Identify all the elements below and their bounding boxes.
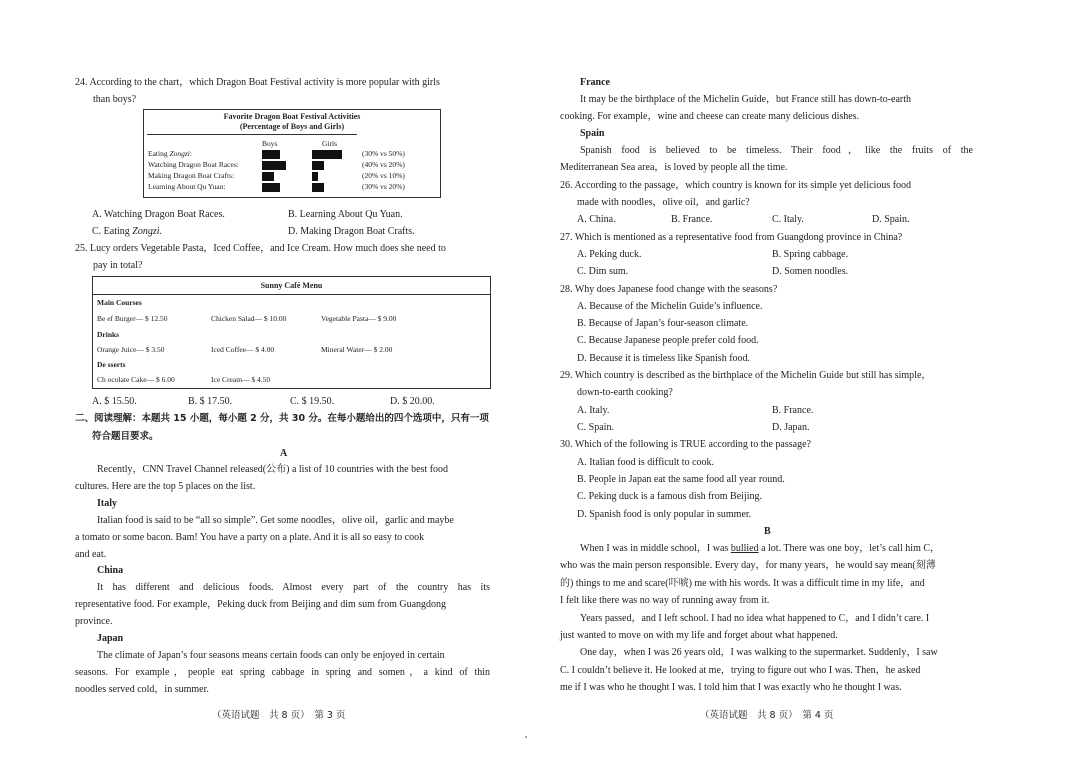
passage-b-text: me if I was who he thought I was. I told him that I was exactly who he thought I was. [560,682,902,693]
chart-value-note: (40% vs 20%) [362,160,405,169]
japan-heading: Japan [97,633,124,644]
q29-option-b: B. France. [772,405,814,416]
q25-option-b: B. $ 17.50. [188,396,233,407]
q30-option-c: C. Peking duck is a famous dish from Beijing. [577,491,762,502]
passage-b-text: I felt like there was no way of running away from it. [560,595,770,606]
underlined-word: bullied [730,543,759,554]
q29-option-a: A. Italy. [577,405,610,416]
menu-item: Vegetable Pasta— $ 9.00 [321,314,397,323]
q29-option-d: D. Japan. [772,422,810,433]
q24-option-b: B. Learning About Qu Yuan. [288,209,403,220]
chart-value-note: (20% vs 10%) [362,171,405,180]
japan-text: The climate of Japan’s four seasons means certain foods can only be enjoyed in certain [97,650,445,661]
passage-b-text: C. I couldn’t believe it. He looked at me，trying to figure out who I was. Then，he asked [560,665,921,676]
bar-girls [312,172,318,181]
chart-category-label: Making Dragon Boat Crafts: [148,171,235,180]
q24-stem-line2: than boys? [93,94,137,105]
passage-b-text-part: a lot. There was one boy，let’s call him C， [758,543,941,554]
cafe-menu [92,276,491,389]
passage-a-intro: Recently，CNN Travel Channel released(公布) a list of 10 countries with the best food [97,464,449,475]
menu-item: Ch ocolate Cake— $ 6.00 [97,375,175,384]
scan-speck [525,736,527,738]
passage-b-text: 的) things to me and scare(吓唬) me with his words. It was a difficult time in my life，and [560,578,925,589]
q24-stem-line1: 24. According to the chart，which Dragon Boat Festival activity is more popular with girls [75,77,440,88]
q30-option-d: D. Spanish food is only popular in summer. [577,509,752,520]
bar-boys [262,183,280,192]
bar-boys [262,161,286,170]
q26-option-b: B. France. [671,214,713,225]
chart-value-note: (30% vs 50%) [362,149,405,158]
chart-category-label: Watching Dragon Boat Races: [148,160,239,169]
q27-option-a: A. Peking duck. [577,249,642,260]
legend-boys: Boys [262,139,278,148]
q29-option-c: C. Spain. [577,422,614,433]
france-text: It may be the birthplace of the Michelin Guide，but France still has down-to-earth [580,94,912,105]
q24-option-c: C. Eating Zongzi. [92,226,163,237]
q26-stem: made with noodles，olive oil，and garlic? [577,197,750,208]
passage-b-text-part: When I was in middle school，I was [580,543,731,554]
q25-option-d: D. $ 20.00. [390,396,435,407]
chart-category-label: Eating Zongzi: [148,149,192,158]
menu-divider [93,294,490,295]
q28-option-b: B. Because of Japan’s four-season climate. [577,318,749,329]
italic-word: Zongzi [132,226,160,237]
q30-option-a: A. Italian food is difficult to cook. [577,457,715,468]
section2-instructions-2: 符合题目要求。 [92,431,159,442]
menu-item: Chicken Salad— $ 10.00 [211,314,287,323]
q24-option-d: D. Making Dragon Boat Crafts. [288,226,415,237]
china-text: It has different and delicious foods. Almost every part of the country has its [97,582,490,593]
q26-option-c: C. Italy. [772,214,804,225]
activities-chart [143,109,441,198]
bar-girls [312,150,342,159]
passage-b-text [580,542,940,555]
italy-text: Italian food is said to be “all so simple”. Get some noodles，olive oil，garlic and maybe [97,515,454,526]
italic-word: Zongzi [169,149,190,158]
page-footer: （英语试题 共 8 页） 第 3 页 [212,710,346,721]
menu-section-main: Main Courses [97,298,142,307]
passage-b-text: One day，when I was 26 years old，I was walking to the supermarket. Suddenly，I saw [580,647,938,658]
page-4 [540,0,1080,773]
q29-stem: 29. Which country is described as the birthplace of the Michelin Guide but still has simple， [560,370,932,381]
italy-text: and eat. [75,549,107,560]
china-text: representative food. For example，Peking duck from Beijing and dim sum from Guangdong [75,599,447,610]
passage-b-label: B [764,526,771,537]
q28-option-d: D. Because it is timeless like Spanish food. [577,353,751,364]
chart-category-label: Learning About Qu Yuan: [148,182,226,191]
menu-item: Ice Cream— $ 4.50 [211,375,271,384]
italy-text: a tomato or some bacon. Bam! You have a party on a plate. And it is all so easy to cook [75,532,425,543]
q26-option-a: A. China. [577,214,616,225]
q25-option-a: A. $ 15.50. [92,396,137,407]
q27-option-d: D. Somen noodles. [772,266,849,277]
q24-option-a: A. Watching Dragon Boat Races. [92,209,225,220]
spain-text: Mediterranean Sea area，is loved by people all the time. [560,162,788,173]
page-footer: （英语试题 共 8 页） 第 4 页 [700,710,834,721]
japan-text: seasons. For example，people eat spring cabbage in spring and somen，a kind of thin [75,667,490,678]
china-text: province. [75,616,113,627]
menu-item: Orange Juice— $ 3.50 [97,345,165,354]
q28-option-c: C. Because Japanese people prefer cold food. [577,335,759,346]
bar-girls [312,183,324,192]
menu-section-desserts: De sserts [97,360,126,369]
section2-instructions: 二、阅读理解：本题共 15 小题，每小题 2 分，共 30 分。在每小题给出的四个选项中，只有一项 [75,413,489,424]
menu-title: Sunny Café Menu [260,281,323,290]
q26-stem: 26. According to the passage，which country is known for its simple yet delicious food [560,180,912,191]
menu-item: Be ef Burger— $ 12.50 [97,314,168,323]
japan-text: noodles served cold，in summer. [75,684,209,695]
q27-stem: 27. Which is mentioned as a representative food from Guangdong province in China? [560,232,903,243]
bar-boys [262,172,274,181]
chart-title: Favorite Dragon Boat Festival Activities [223,112,361,121]
q28-stem: 28. Why does Japanese food change with the seasons? [560,284,778,295]
france-text: cooking. For example，wine and cheese can create many delicious dishes. [560,111,860,122]
passage-a-label: A [280,448,288,459]
france-heading: France [580,77,610,88]
q30-stem: 30. Which of the following is TRUE according to the passage? [560,439,811,450]
chart-value-note: (30% vs 20%) [362,182,405,191]
passage-b-text: just wanted to move on with my life and forget about what happened. [560,630,838,641]
chart-divider [147,134,357,135]
bar-girls [312,161,324,170]
passage-a-intro: cultures. Here are the top 5 places on the list. [75,481,256,492]
passage-b-text: Years passed，and I left school. I had no idea what happened to C，and I didn’t care. I [580,613,930,624]
china-heading: China [97,565,124,576]
bar-boys [262,150,280,159]
menu-section-drinks: Drinks [97,330,120,339]
q25-option-c: C. $ 19.50. [290,396,335,407]
q25-stem-line1: 25. Lucy orders Vegetable Pasta，Iced Coffee，and Ice Cream. How much does she need to [75,243,446,254]
q28-option-a: A. Because of the Michelin Guide’s influence. [577,301,763,312]
spain-text: Spanish food is believed to be timeless. Their food，like the fruits of the [580,145,973,156]
passage-b-text: who was the main person responsible. Every day，for many years，he would say mean(刻薄 [560,560,936,571]
q29-stem: down-to-earth cooking? [577,387,673,398]
legend-girls: Girls [322,139,337,148]
q26-option-d: D. Spain. [872,214,910,225]
q27-option-b: B. Spring cabbage. [772,249,849,260]
spain-heading: Spain [580,128,605,139]
q30-option-b: B. People in Japan eat the same food all year round. [577,474,785,485]
menu-item: Mineral Water— $ 2.00 [321,345,393,354]
q25-stem-line2: pay in total? [93,260,143,271]
menu-item: Iced Coffee— $ 4.00 [211,345,275,354]
italy-heading: Italy [97,498,117,509]
chart-subtitle: (Percentage of Boys and Girls) [239,122,345,131]
q27-option-c: C. Dim sum. [577,266,629,277]
